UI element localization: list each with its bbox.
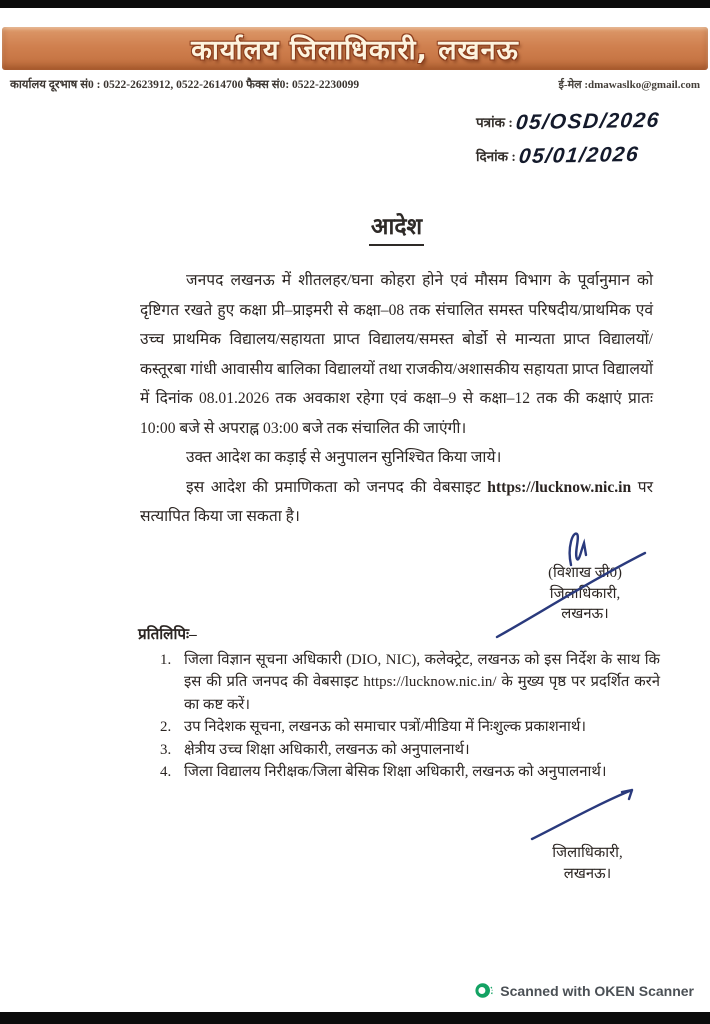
date-row (476, 139, 660, 173)
copy-item-4-number: 4. (160, 764, 172, 780)
order-body (140, 266, 653, 532)
email-line: ई-मेल :dmawaslko@gmail.com (558, 79, 700, 91)
signature-block-dm-bottom (510, 843, 665, 884)
signature-stroke-bottom (528, 787, 643, 841)
signatory-designation: जिलाधिकारी, (549, 585, 621, 602)
copy-to-heading: प्रतिलिपिः– (138, 626, 197, 643)
paragraph-3-suffix: पर सत्यापित किया जा सकता है। (140, 478, 653, 525)
copy-item-3 (160, 739, 660, 762)
paragraph-3-prefix: इस आदेश की प्रमाणिकता को जनपद की वेबसाइट (186, 478, 488, 496)
letter-number-value-handwritten: 05/OSD/2026 (514, 108, 662, 135)
letterhead-banner (2, 27, 708, 70)
signatory-place-bottom: लखनऊ। (563, 865, 612, 882)
copy-item-3-text: क्षेत्रीय उच्च शिक्षा अधिकारी, लखनऊ को अनुपालनार्थ। (184, 741, 470, 758)
copy-to-section (138, 624, 660, 784)
order-title: आदेश (369, 209, 424, 246)
copy-item-2-number: 2. (160, 719, 172, 735)
date-label: दिनांक : (476, 149, 520, 164)
copy-item-3-number: 3. (160, 741, 172, 758)
office-title: कार्यालय जिलाधिकारी, लखनऊ (191, 35, 519, 66)
scan-top-edge (0, 0, 710, 8)
contact-row (0, 77, 710, 92)
website-url-text: https://lucknow.nic.in (487, 478, 632, 496)
copy-item-2 (160, 716, 660, 739)
scanner-label: Scanned with OKEN Scanner (500, 982, 694, 999)
copy-item-2-text: उप निदेशक सूचना, लखनऊ को समाचार पत्रों/मीडिया में निःशुल्क प्रकाशनार्थ। (184, 719, 587, 735)
phone-fax-line: कार्यालय दूरभाष सं0 : 0522-2623912, 0522-2614700 फैक्स सं0: 0522-2230099 (10, 79, 360, 91)
signature-block-dm (505, 563, 665, 625)
reference-block (476, 105, 660, 173)
order-paragraph-3 (140, 473, 653, 532)
signatory-designation-bottom: जिलाधिकारी, (552, 845, 623, 861)
copy-item-1-number: 1. (160, 651, 172, 668)
signatory-name: (विशाख जी0) (548, 565, 622, 581)
order-paragraph-2: उक्त आदेश का कड़ाई से अनुपालन सुनिश्चित किया जाये। (186, 449, 502, 466)
copy-item-4 (160, 761, 660, 784)
order-paragraph-1: जनपद लखनऊ में शीतलहर/घना कोहरा होने एवं मौसम विभाग के पूर्वानुमान को दृष्टिगत रखते हुए कक्षा प्री–प्राइमरी से कक्षा–08 तक संचालित समस्त परिषदीय/प्राथमिक एवं उच्च प्राथमिक विद्यालय/सहायता प्राप्त विद्यालय/समस्त बोर्डो से मान्यता प्राप्त विद्यालयों/कस्तूरबा गांधी आवासीय बालिका विद्यालयों तथा राजकीय/अशासकीय सहायता प्राप्त विद्यालयों में दिनांक 08.01.2026 तक अवकाश रहेगा एवं कक्षा–9 से कक्षा–12 तक की कक्षाएं प्रातः 10:00 बजे से अपराह्न 03:00 बजे तक संचालित की जाएंगी। (140, 272, 653, 437)
copy-item-4-text: जिला विद्यालय निरीक्षक/जिला बेसिक शिक्षा अधिकारी, लखनऊ को अनुपालनार्थ। (184, 764, 607, 780)
date-value-handwritten: 05/01/2026 (518, 142, 641, 169)
signatory-place: लखनऊ। (561, 606, 609, 622)
copy-item-1 (160, 649, 660, 717)
scanner-footer (474, 981, 694, 1000)
oken-scanner-icon (474, 981, 493, 1000)
order-title-wrap (140, 209, 653, 246)
letter-number-label: पत्रांक : (476, 115, 517, 130)
copy-item-1-text: जिला विज्ञान सूचना अधिकारी (DIO, NIC), कलेक्ट्रेट, लखनऊ को इस निर्देश के साथ कि इस की प्रति जनपद की वेबसाइट https://lucknow.nic.in/ के मुख्य पृष्ठ पर प्रदर्शित करने का कष्ट करें। (184, 651, 660, 713)
scan-bottom-edge (0, 1012, 710, 1024)
letter-number-row (476, 105, 660, 139)
